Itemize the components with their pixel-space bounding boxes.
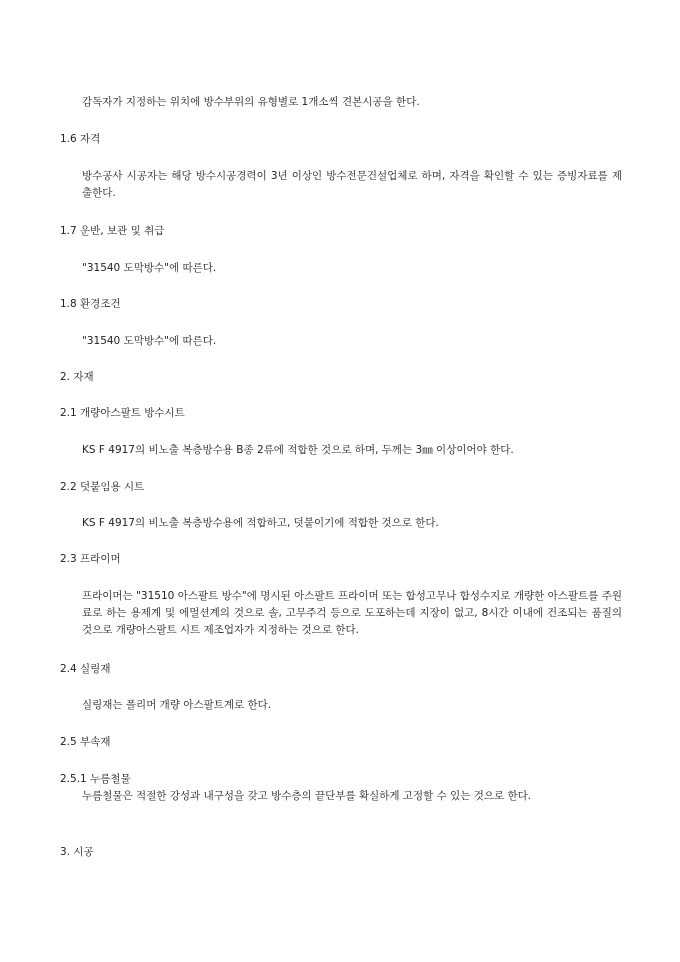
heading-1-6: 1.6 자격 — [60, 133, 101, 145]
paragraph-1-7: "31540 도막방수"에 따른다. — [82, 262, 217, 274]
heading-2-3: 2.3 프라이머 — [60, 553, 121, 565]
paragraph-1-6: 방수공사 시공자는 해당 방수시공경력이 3년 이상인 방수전문건설업체로 하며, 자격을 확인할 수 있는 증빙자료를 제출한다. — [82, 170, 622, 199]
heading-3: 3. 시공 — [60, 846, 94, 858]
heading-2-2: 2.2 덧붙임용 시트 — [60, 481, 145, 493]
paragraph-2-3: 프라이머는 "31510 아스팔트 방수"에 명시된 아스팔트 프라이머 또는 합성고무나 합성수지로 개량한 아스팔트를 주원료로 하는 용제계 및 에멀션계의 것으로 솔, 고무주걱 등으로 도포하는데 지장이 없고, 8시간 이내에 건조되는 품질의 것으로 개량아스팔트 시트 제조업자가 지정하는 것으로 한다. — [82, 590, 622, 636]
heading-1-7: 1.7 운반, 보관 및 취급 — [60, 225, 165, 237]
intro-paragraph: 감독자가 지정하는 위치에 방수부위의 유형별로 1개소씩 견본시공을 한다. — [82, 96, 420, 108]
paragraph-2-4: 실링재는 폴리머 개량 아스팔트계로 한다. — [82, 699, 272, 711]
heading-1-8: 1.8 환경조건 — [60, 298, 121, 310]
paragraph-2-1: KS F 4917의 비노출 복층방수용 B종 2류에 적합한 것으로 하며, 두께는 3㎜ 이상이어야 한다. — [82, 444, 514, 456]
heading-2-4: 2.4 실링재 — [60, 663, 111, 675]
heading-2-1: 2.1 개량아스팔트 방수시트 — [60, 407, 185, 419]
heading-2: 2. 자재 — [60, 371, 94, 383]
paragraph-2-2: KS F 4917의 비노출 복층방수용에 적합하고, 덧붙이기에 적합한 것으로 한다. — [82, 517, 439, 529]
paragraph-1-8: "31540 도막방수"에 따른다. — [82, 335, 217, 347]
paragraph-2-5-1: 누름철물은 적절한 강성과 내구성을 갖고 방수층의 끝단부를 확실하게 고정할 수 있는 것으로 한다. — [82, 790, 532, 802]
heading-2-5-1: 2.5.1 누름철물 — [60, 773, 131, 785]
heading-2-5: 2.5 부속재 — [60, 736, 111, 748]
